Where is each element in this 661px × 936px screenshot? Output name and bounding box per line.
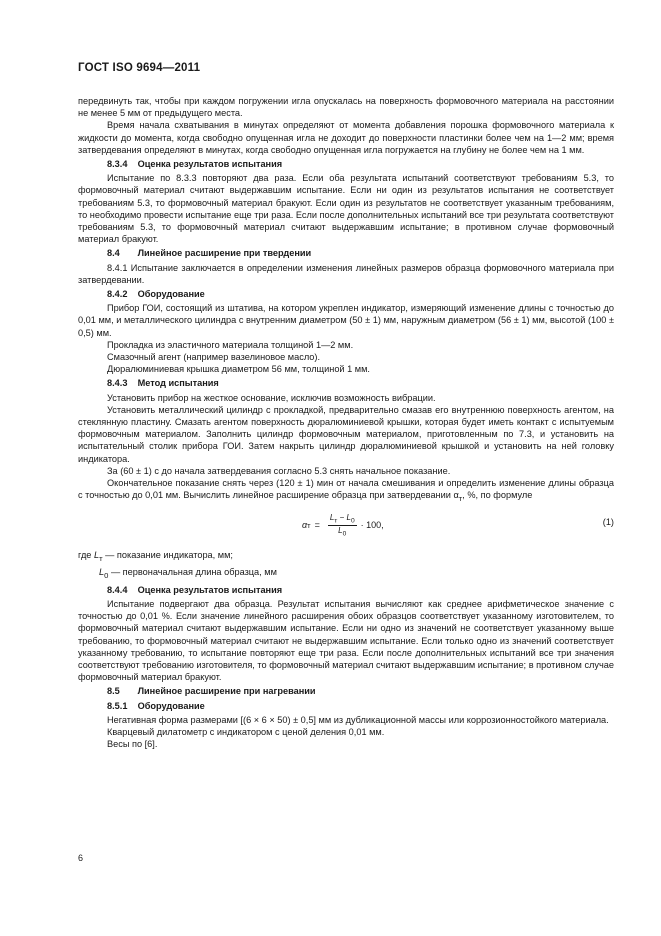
subscript: т [458, 494, 463, 504]
paragraph: Негативная форма размерами [(6 × 6 × 50) ± 0,5] мм из дубликационной массы или коррозионностойкого материала. [107, 714, 609, 725]
page-number: 6 [78, 853, 84, 863]
paragraph: Прибор ГОИ, состоящий из штатива, на котором укреплен индикатор, измеряющий изменение длины с точностью до 0,01 мм, и металлического цилиндра с внутренним диаметром (50 ± 1) мм, наружным диаметром (56 ± 1) мм, высотой (100 ± 0,5) мм. [78, 303, 614, 338]
formula-minus: − [337, 513, 347, 523]
section-heading-8-4-4 [78, 584, 614, 596]
formula-sym: L [338, 525, 343, 535]
section-number: 8.5 [107, 686, 120, 697]
section-title: Оценка результатов испытания [137, 584, 283, 595]
paragraph: Прокладка из эластичного материала толщиной 1—2 мм. [107, 339, 354, 350]
section-title: Оборудование [137, 289, 205, 300]
formula [302, 513, 384, 537]
section-title: Метод испытания [137, 378, 219, 389]
formula-sub: 0 [350, 517, 355, 525]
section-number: 8.5.1 [107, 700, 128, 711]
formula-lhs: α [302, 520, 308, 531]
paragraph [78, 477, 614, 505]
formula-equals: = [314, 520, 320, 531]
where-prefix: где [78, 550, 94, 561]
formula-sym: L [346, 513, 351, 523]
paragraph: Испытание подвергают два образца. Результат испытания вычисляют как среднее арифметическое значение с точностью до 0,01 %. Если значение линейного расширения обоих образцов соответствует указанному изготовителем, то формовочный материал считают выдержавшим испытание. Если ни одно из значений не соответствует указанному выше требованию, то формовочный материал считают не выдержавшим испытание. Если только одно из значений соответствует указанному требованию, то испытание повторяют еще три раза. Если после дополнительных испытаний все три значения соответствуют требованию изготовителя, то формовочный материал считают выдержавшим испытание; в противном случае формовочный материал бракуют. [78, 599, 614, 683]
paragraph: Весы по [6]. [107, 739, 158, 750]
paragraph: Кварцевый дилатометр с индикатором с ценой деления 0,01 мм. [107, 727, 385, 738]
section-heading-8-4-2 [78, 288, 614, 300]
section-title: Линейное расширение при твердении [137, 248, 312, 259]
section-number: 8.4.3 [107, 378, 128, 389]
paragraph: Дюралюминиевая крышка диаметром 56 мм, толщиной 1 мм. [107, 364, 370, 375]
where-subscript: т [99, 554, 103, 564]
paragraph: Время начала схватывания в минутах определяют от момента добавления порошка формовочного материала к жидкости до момента, когда свободно опущенная игла не доходит до поверхности пластинки более чем на 1—2 мм; время затвердевания определяют в минутах, когда свободно опущенная игла погружается на глубину не более чем на 1 мм. [78, 120, 614, 155]
section-title: Оборудование [137, 700, 205, 711]
paragraph-text: Окончательное показание снять через (120 ± 1) мин от начала смешивания и определить изменение длины образца с точностью до 0,01 мм. Вычислить линейное расширение образца при затвердевании α [78, 478, 614, 501]
section-heading-8-4-3 [78, 377, 614, 389]
section-title: Линейное расширение при нагревании [137, 686, 316, 697]
formula-sym: L [329, 513, 335, 523]
section-number: 8.4 [107, 248, 120, 259]
paragraph: Испытание по 8.3.3 повторяют два раза. Если оба результата испытаний соответствуют требованиям 5.3, то формовочный материал считают выдержавшим испытание. Если ни один из результатов испытания не соответствует требованиям 5.3, то формовочный материал бракуют. Если один из результатов не соответствует указанным требованиям, то необходимо провести испытание еще три раза. Если после дополнительных испытаний все три результата соответствуют требованиям 5.3, то формовочный материал считают выдержавшим испытание; в противном случае формовочный материал бракуют. [78, 173, 614, 245]
section-number: 8.4.2 [107, 289, 128, 300]
paragraph: Установить прибор на жесткое основание, исключив возможность вибрации. [107, 392, 436, 403]
section-heading-8-3-4 [78, 158, 614, 170]
document-page [78, 62, 614, 750]
where-text: — первоначальная длина образца, мм [108, 566, 277, 577]
formula-tail: · 100, [360, 520, 384, 531]
section-heading-8-5-1 [78, 700, 614, 712]
formula-lhs-sub: т [307, 520, 311, 530]
paragraph: 8.4.1 Испытание заключается в определении изменения линейных размеров образца формовочного материала при затвердевании. [78, 262, 614, 285]
paragraph-text: , %, по формуле [462, 490, 533, 501]
formula-block [78, 509, 614, 543]
where-line-1 [78, 549, 614, 565]
formula-numerator [328, 513, 357, 526]
section-heading-8-5 [78, 685, 614, 697]
where-symbol: L [93, 550, 100, 561]
where-line-2 [78, 566, 614, 582]
where-symbol: L [99, 566, 105, 577]
equation-number: (1) [602, 517, 614, 528]
paragraph: За (60 ± 1) с до начала затвердевания согласно 5.3 снять начальное показание. [107, 465, 451, 476]
section-number: 8.4.4 [107, 584, 128, 595]
document-header: ГОСТ ISO 9694—2011 [78, 62, 201, 74]
where-subscript: 0 [104, 570, 109, 580]
section-number: 8.3.4 [107, 159, 128, 170]
paragraph: Смазочный агент (например вазелиновое масло). [107, 352, 321, 363]
formula-fraction [328, 513, 357, 537]
formula-sub: т [334, 517, 338, 525]
formula-sub: 0 [342, 530, 347, 538]
paragraph: передвинуть так, чтобы при каждом погружении игла опускалась на поверхность формовочного материала на расстоянии не менее 5 мм от предыдущего места. [78, 96, 614, 119]
where-text: — показание индикатора, мм; [102, 550, 233, 561]
section-heading-8-4 [78, 247, 614, 259]
section-title: Оценка результатов испытания [137, 159, 283, 170]
formula-denominator [338, 526, 346, 538]
paragraph: Установить металлический цилиндр с прокладкой, предварительно смазав его внутреннюю поверхность агентом, на стеклянную пластину. Смазать агентом поверхность дюралюминиевой крышки, которая будет иметь контакт с испытуемым формовочным материалом. Заполнить цилиндр формовочным материалом, приготовленным по 7.3, и установить на испытательный столик прибора ГОИ. Затем накрыть цилиндр дюралюминиевой крышкой и установить на ней головку индикатора. [78, 404, 614, 464]
